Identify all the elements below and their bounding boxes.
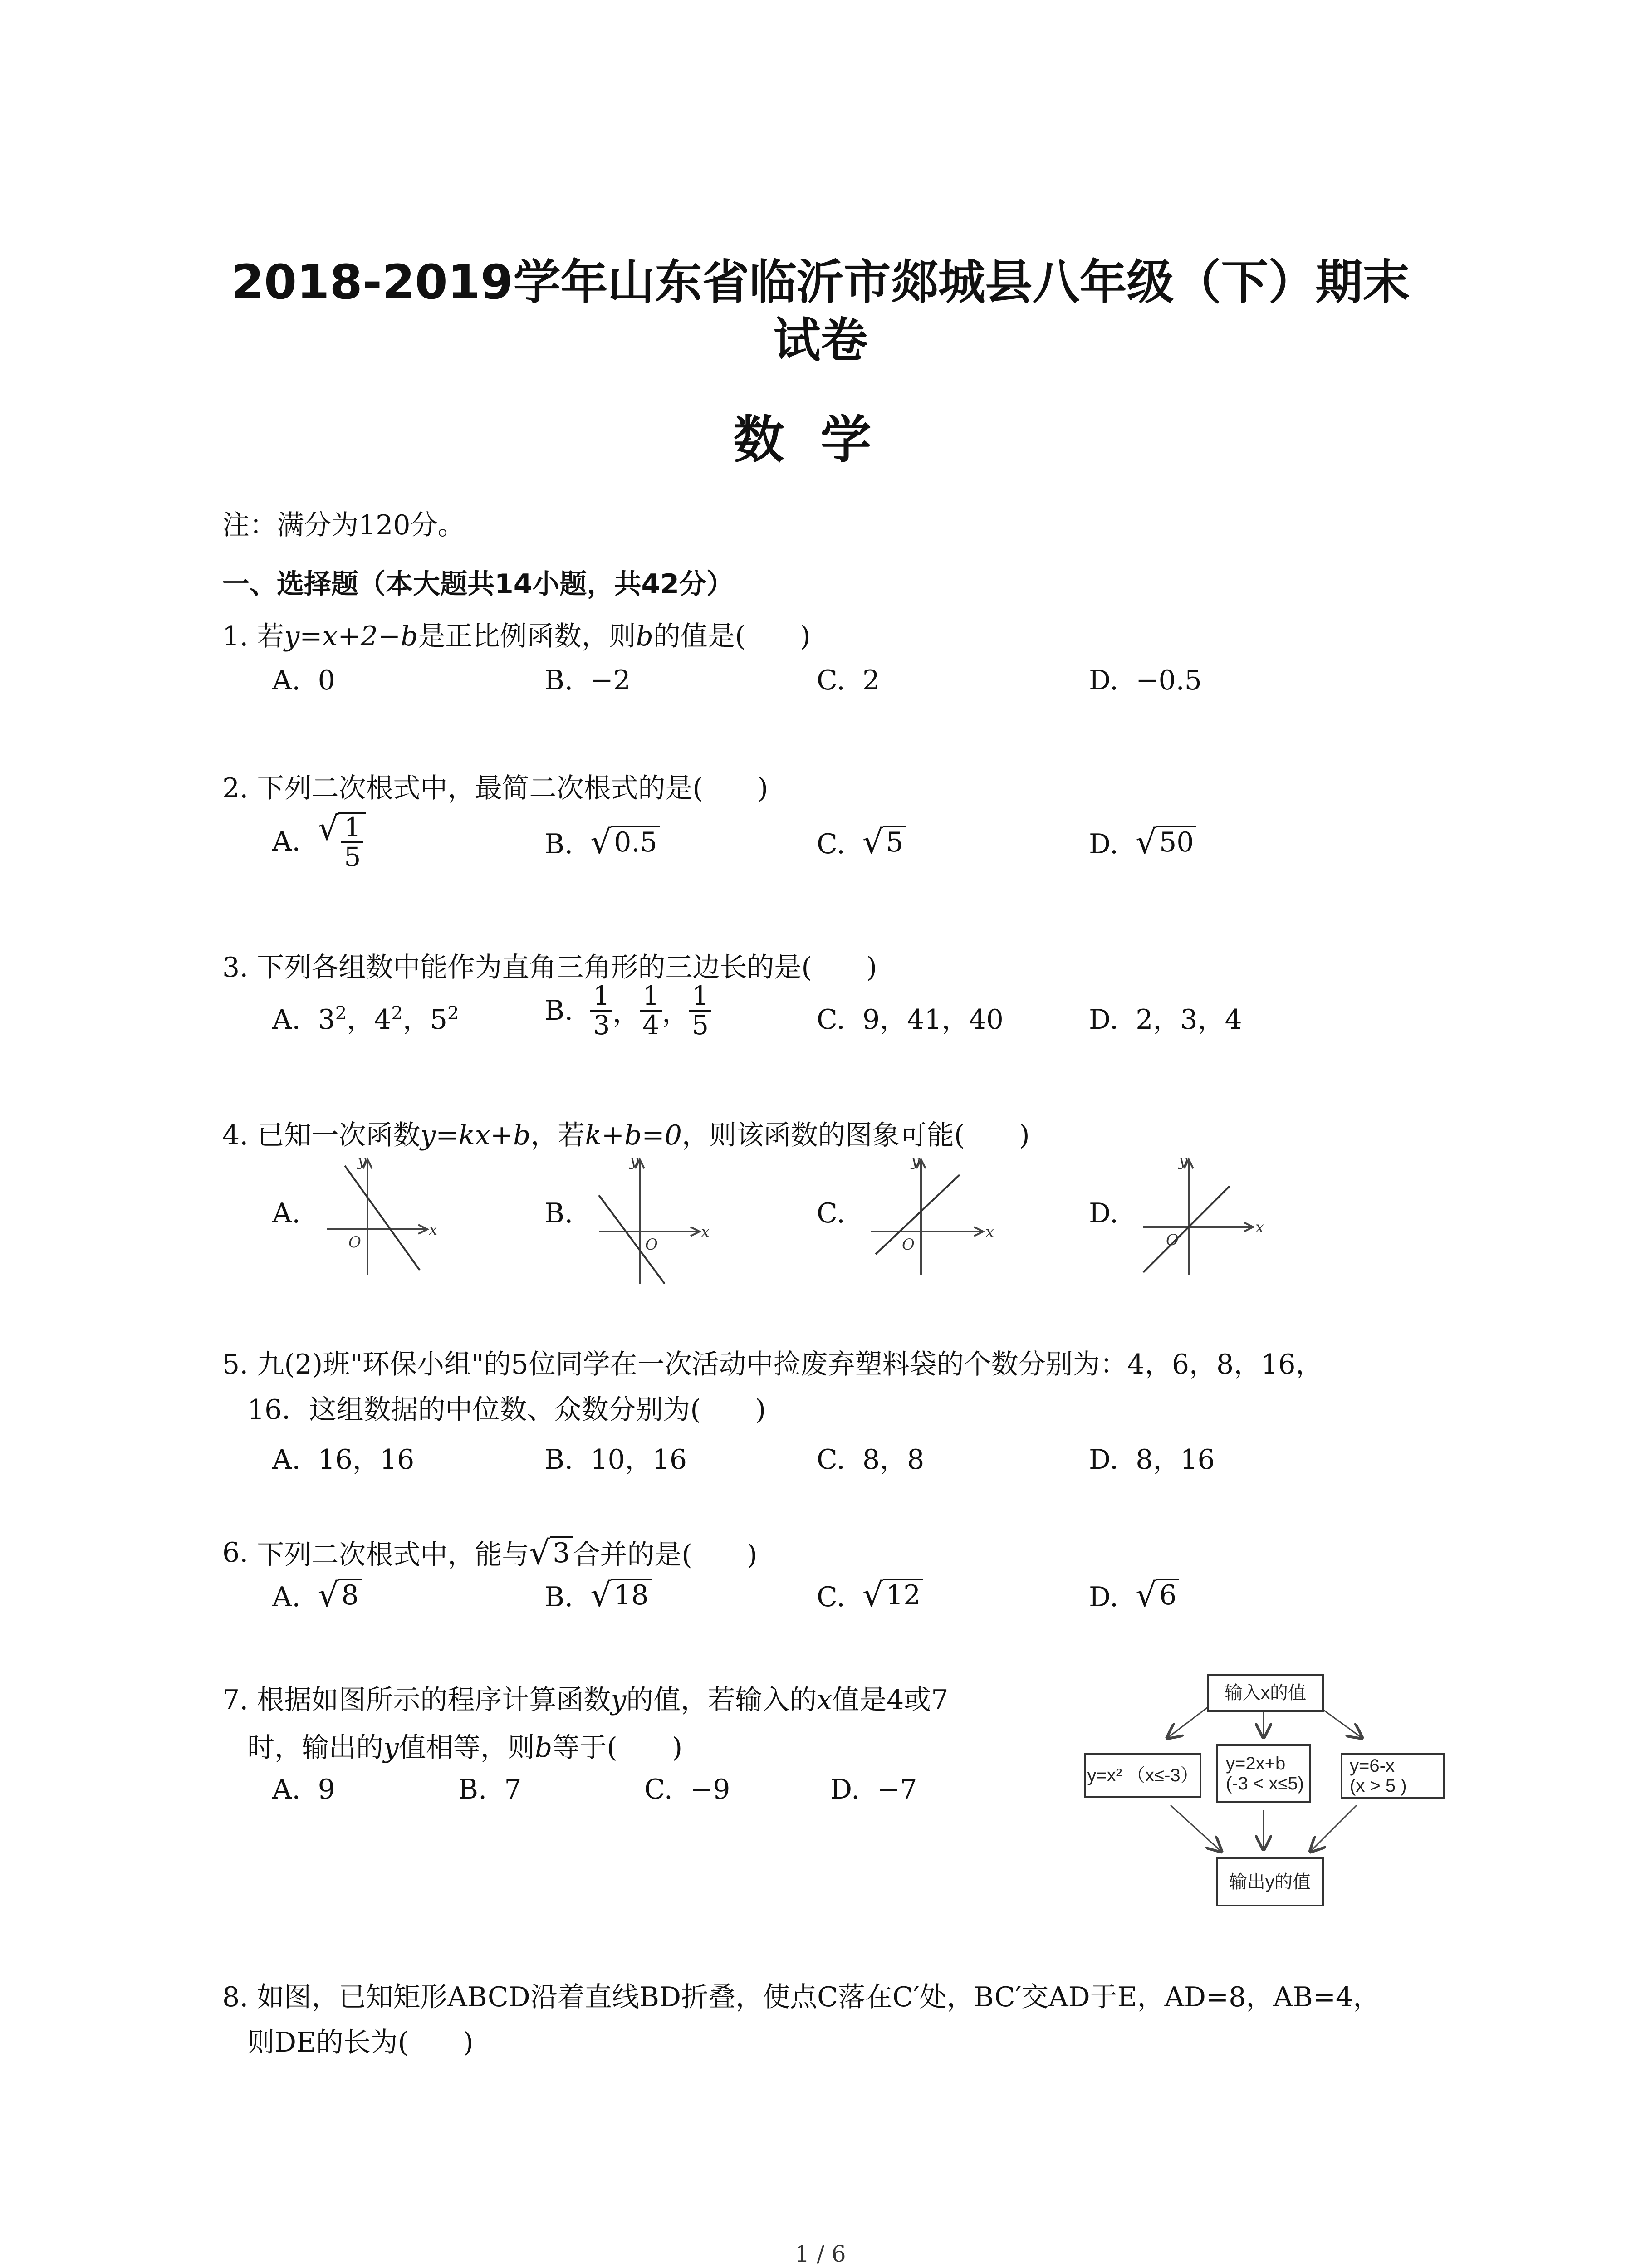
question-1: 1. 若y=x+2−b是正比例函数，则b的值是( ) — [222, 621, 811, 652]
program-flowchart — [1084, 1674, 1456, 1910]
q4-option-b-label: B. — [544, 1198, 573, 1229]
q6-option-d: D. √ 6 — [1089, 1579, 1179, 1613]
score-note: 注：满分为120分。 — [222, 509, 465, 541]
question-7: 7. 根据如图所示的程序计算函数y的值，若输入的x值是4或7 — [222, 1684, 949, 1716]
axis-x-label: x — [1255, 1218, 1264, 1237]
q3-option-a: A. $3^2$，$4^2$，$5^2$ — [272, 1003, 459, 1036]
q4-graph-b — [585, 1152, 721, 1288]
axis-y-label: y — [358, 1152, 367, 1170]
question-3: 3. 下列各组数中能作为直角三角形的三边长的是( ) — [222, 952, 877, 983]
q1-option-c: C. 2 — [817, 665, 880, 696]
question-8-line2: 则DE的长为( ) — [247, 2027, 474, 2058]
q1-option-d: D. −0.5 — [1089, 665, 1202, 696]
q7-option-a: A. 9 — [272, 1774, 335, 1805]
subject-heading: 数学 — [733, 411, 908, 469]
q5-option-c: C. 8，8 — [817, 1444, 925, 1476]
axis-y-label: y — [1179, 1152, 1188, 1170]
flow-input-box: 输入x的值 — [1207, 1674, 1324, 1712]
q7-option-b: B. 7 — [458, 1774, 522, 1805]
q6-option-b: B. √ 18 — [544, 1579, 652, 1613]
q2-option-b: B. √ 0.5 — [544, 826, 660, 860]
question-5: 5. 九(2)班"环保小组"的5位同学在一次活动中捡废弃塑料袋的个数分别为：4，6，8，16， — [222, 1349, 1323, 1380]
question-2: 2. 下列二次根式中，最简二次根式的是( ) — [222, 772, 769, 804]
q4-option-d-label: D. — [1089, 1198, 1119, 1229]
question-7-line2: 时，输出的y值相等，则b等于( ) — [247, 1732, 683, 1764]
axis-y-label: y — [911, 1152, 920, 1170]
q6-option-a: A. √ 8 — [272, 1579, 362, 1613]
axis-x-label: x — [701, 1223, 710, 1241]
axis-x-label: x — [429, 1221, 438, 1239]
flow-output-box: 输出y的值 — [1216, 1857, 1324, 1906]
question-6: 6. 下列二次根式中，能与 √ 3 合并的是( ) — [222, 1534, 758, 1572]
q3-option-b: B. $\frac{1}{3}$ ， $\frac{1}{4}$ ， $\frac{1}{5}$ — [544, 982, 711, 1039]
axis-y-label: y — [630, 1152, 639, 1170]
origin-label: O — [902, 1236, 915, 1254]
origin-label: O — [348, 1233, 361, 1251]
q4-graph-a — [313, 1152, 449, 1288]
q5-option-a: A. 16，16 — [272, 1444, 415, 1476]
page-title: 2018-2019学年山东省临沂市郯城县八年级（下）期末 — [231, 254, 1410, 310]
q4-option-c-label: C. — [817, 1198, 845, 1229]
q2-option-d: D. √ 50 — [1089, 826, 1196, 860]
q3-option-c: C. 9，41，40 — [817, 1004, 1004, 1036]
q6-option-c: C. √ 12 — [817, 1579, 923, 1613]
question-8: 8. 如图，已知矩形ABCD沿着直线BD折叠，使点C落在C′处，BC′交AD于E，AD=8，AB=4， — [222, 1981, 1381, 2013]
q4-option-a-label: A. — [272, 1198, 301, 1229]
page-number: 1 / 6 — [795, 2241, 846, 2267]
origin-label: O — [1166, 1231, 1179, 1249]
flow-branch-middle: y=2x+b (-3 < x≤5) — [1216, 1744, 1311, 1803]
section-heading: 一、选择题（本大题共14小题，共42分） — [222, 568, 734, 600]
q1-option-b: B. −2 — [544, 665, 631, 696]
q7-option-c: C. −9 — [644, 1774, 730, 1805]
q5-option-b: B. 10，16 — [544, 1444, 687, 1476]
page-title-line2: 试卷 — [773, 313, 868, 368]
flow-branch-left: y=x² （x≤-3） — [1084, 1753, 1201, 1798]
question-5-line2: 16．这组数据的中位数、众数分别为( ) — [247, 1394, 766, 1426]
q2-option-c: C. √ 5 — [817, 826, 906, 860]
axis-x-label: x — [985, 1223, 994, 1241]
question-4: 4. 已知一次函数y=kx+b，若k+b=0，则该函数的图象可能( ) — [222, 1119, 1030, 1151]
q3-option-d: D. 2，3，4 — [1089, 1004, 1242, 1036]
q7-option-d: D. −7 — [830, 1774, 917, 1805]
q1-option-a: A. 0 — [272, 665, 335, 696]
q5-option-d: D. 8，16 — [1089, 1444, 1215, 1476]
q4-graph-c — [857, 1152, 1003, 1288]
q4-graph-d — [1130, 1152, 1275, 1288]
q2-option-a: A. √ $\frac{1}{5}$ — [272, 812, 366, 871]
flow-branch-right: y=6-x (x > 5 ) — [1341, 1753, 1445, 1799]
origin-label: O — [645, 1236, 658, 1254]
